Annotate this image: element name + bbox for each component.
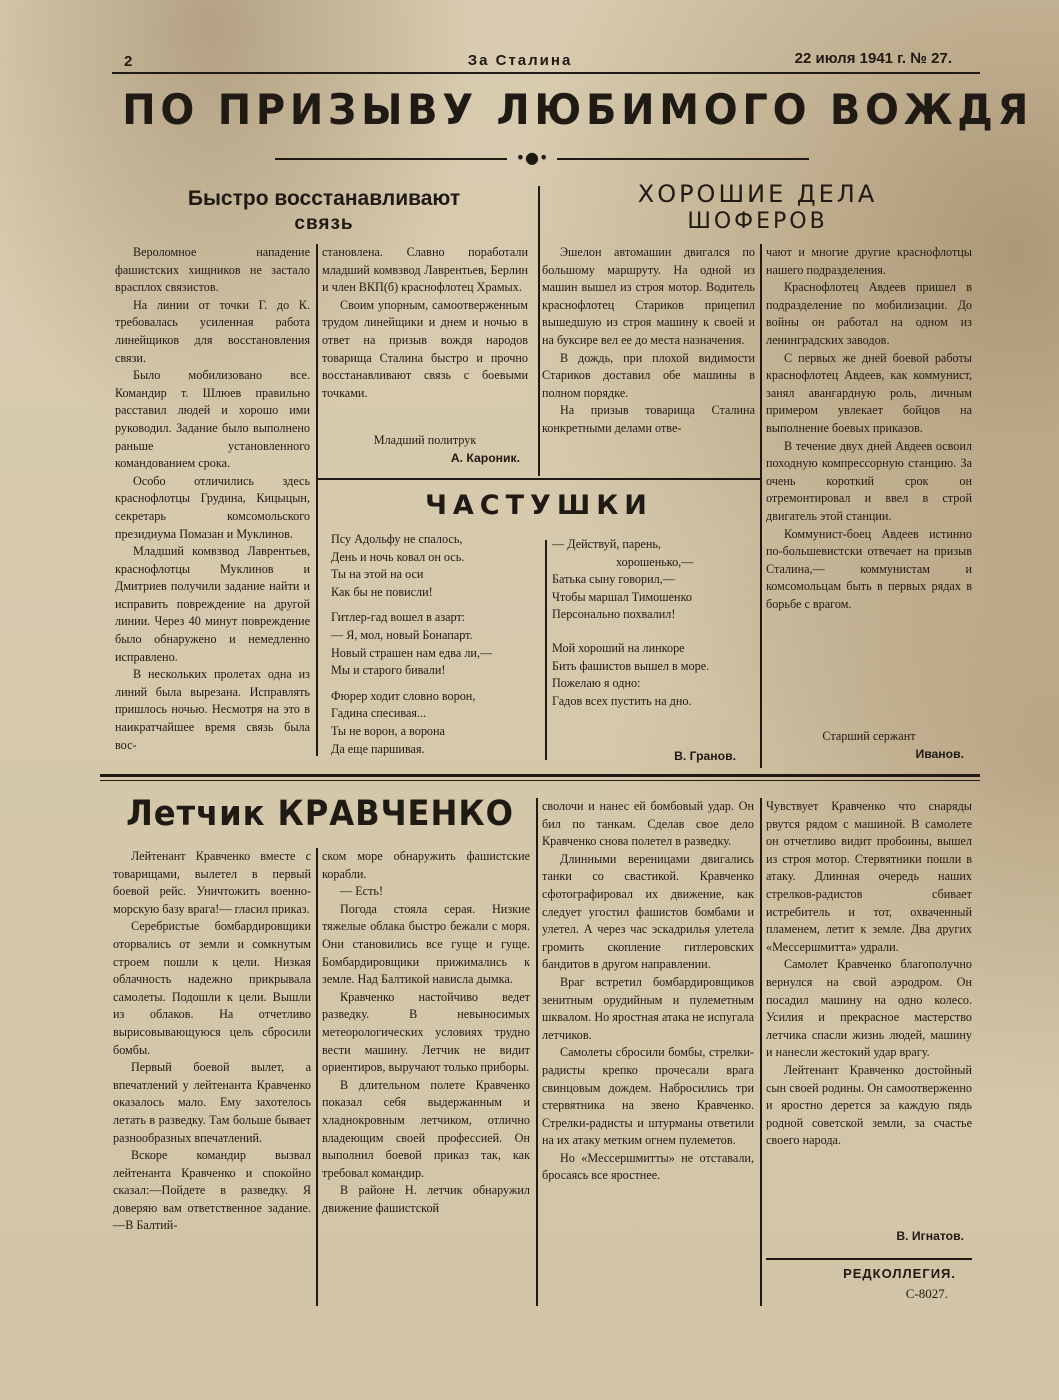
paragraph: Вскоре командир вызвал лейтенанта Кравченко и спокойно сказал:—Пойдете в разведку. Я доверяю вам ответственное задание.—В Балтий- (113, 1148, 311, 1233)
verse-line: Пожелаю я одно: (552, 676, 641, 691)
signature-name: В. Гранов. (674, 749, 736, 763)
paragraph: В длительном полете Кравченко показал себя выдержанным и хладнокровным летчиком, отлично владеющим своей профессией. Он выполнил боевой приказ так, как требовал командир. (322, 1077, 530, 1180)
article3-rule-1 (316, 848, 318, 1306)
verse-line: Ты не ворон, а ворона (331, 723, 445, 738)
signature-role: Старший сержант (822, 729, 916, 743)
article1-title-line2: связь (294, 213, 354, 234)
article3-col3 (542, 798, 754, 1185)
verse-line: Фюрер ходит словно ворон, (331, 688, 476, 703)
article2-col1 (542, 244, 755, 438)
paragraph: Но «Мессершмитты» не отставали, бросаясь все яростнее. (542, 1150, 754, 1183)
chastushki-title: ЧАСТУШКИ (425, 490, 653, 521)
paper-name: За Сталина (467, 52, 573, 69)
verse-line: Новый страшен нам едва ли,— (331, 645, 493, 660)
verse-line: Мы и старого бивали! (331, 663, 446, 678)
section-rule-top (538, 186, 540, 476)
paragraph: Чувствует Кравченко что снаряды рвутся рядом с машиной. В самолете он отчетливо видит пробоины, вышел из строя мотор. Стервятники пошли в атаку. Длинная очередь наших стрелков-радистов сбивает истребитель и тот, охваченный пламенем, летит к земле. Два других «Мессершмитта» удрали. (766, 799, 972, 954)
paragraph: Особо отличились здесь краснофлотцы Грудина, Кицыцын, секретарь комсомольского президиума Помазан и Муклинов. (115, 473, 310, 541)
article2-col2 (766, 244, 972, 613)
signature-name: А. Кароник. (450, 450, 520, 465)
verse-line: День и ночь ковал он ось. (331, 549, 465, 564)
article3-rule-3 (760, 798, 762, 1306)
paragraph: В течение двух дней Авдеев освоил походную компрессорную станцию. За очень короткий срок он отремонтировал и ввел в строй двигатель этой станции. (766, 438, 972, 523)
banner-ornament: •●• (515, 148, 549, 167)
paragraph: Эшелон автомашин двигался по большому маршруту. На одной из машин вышел из строя мотор. Водитель краснофлотец Стариков прицепил вышедшую из строя машину к своей и на буксире вел ее до места назначения. (542, 245, 755, 347)
paragraph: Самолеты сбросили бомбы, стрелки-радисты крепко прочесали врага свинцовым дождем. Набросились три стервятника на звено Кравченко. Стрелки-радисты и штурманы ответили на их атаку метким огнем пулеметов. (542, 1045, 754, 1148)
banner-title: ПО ПРИЗЫВУ ЛЮБИМОГО ВОЖДЯ (122, 85, 1034, 134)
article1-col1 (115, 244, 310, 754)
paragraph: Своим упорным, самоотверженным трудом линейщики и днем и ночью в ответ на призыв вождя народов товарища Сталина быстро и прочно восстанавливают связь с боевыми точками. (322, 297, 528, 400)
article1-title (112, 186, 536, 236)
paragraph: Длинными вереницами двигались танки со свастикой. Кравченко сфотографировал их движение, как следует угостил фашистов бомбами и улетел. А через час эскадрилья улетела громить скопление гитлеровских бандитов в другом направлении. (542, 851, 754, 972)
paragraph: становлена. Славно поработали младший комвзвод Лаврентьев, Берлин и член ВКП(б) краснофлотец Храмых. (322, 245, 528, 295)
editorial-board: РЕДКОЛЛЕГИЯ. (843, 1266, 956, 1281)
stanza (552, 640, 752, 710)
signature-name: В. Игнатов. (896, 1229, 964, 1243)
stanza (331, 688, 541, 758)
verse-line: Чтобы маршал Тимошенко (552, 589, 692, 604)
paragraph: На призыв товарища Сталина конкретными делами отве- (542, 403, 755, 435)
paragraph: сволочи и нанес ей бомбовый удар. Он бил по танкам. Сделав свое дело Кравченко снова полетел в разведку. (542, 799, 754, 849)
article1-title-line1: Быстро восстанавливают (187, 187, 461, 210)
stanza (552, 536, 752, 624)
chastushki-signature (552, 748, 752, 766)
article2-title-line1: ХОРОШИЕ ДЕЛА (637, 180, 878, 208)
article3-rule-2 (536, 798, 538, 1306)
article3-title: Летчик КРАВЧЕНКО (126, 794, 514, 834)
verse-line: Гадов всех пустить на дно. (552, 693, 692, 708)
header-rule (112, 72, 980, 74)
footer-rule (766, 1258, 972, 1260)
paragraph: Было мобилизовано все. Командир т. Шлюев правильно расставил людей и хорошо ими руководил. Задание было выполнено раньше установленного командованием срока. (115, 368, 310, 471)
chastushki-top-rule (318, 478, 760, 480)
paragraph: Враг встретил бомбардировщиков зенитным орудийным и пулеметным шквалом. Но яростная атака не испугала летчиков. (542, 974, 754, 1042)
verse-line: — Я, мол, новый Бонапарт. (331, 627, 473, 642)
verse-line: Персонально похвалил! (552, 607, 676, 622)
paragraph: Лейтенант Кравченко достойный сын своей родины. Он самоотверженно и яростно дерется за каждую пядь родной советской земли, за счастье своего народа. (766, 1062, 972, 1148)
chastushki-right (552, 536, 752, 718)
issue-date: 22 июля 1941 г. № 27. (794, 50, 952, 67)
paragraph: ском море обнаружить фашистские корабли. (322, 849, 530, 881)
paragraph: Краснофлотец Авдеев пришел в подразделение по мобилизации. До войны он работал на одном из ленинградских заводов. (766, 280, 972, 347)
article2-signature (766, 728, 972, 763)
chastushki-left (331, 531, 541, 766)
paragraph: С первых же дней боевой работы краснофлотец Авдеев, как коммунист, занял авангардную роль, личным примером увлекает бойцов на выполнение боевых приказов. (766, 350, 972, 435)
paragraph: Погода стояла серая. Низкие тяжелые облака быстро бежали с моря. Они становились все гуще и гуще. Бомбардировщики прижимались к земле. Над Балтикой нависла дымка. (322, 901, 530, 987)
paragraph: Самолет Кравченко благополучно вернулся на свой аэродром. Он посадил машину на одно колесо. Усилия и прекрасное мастерство летчика спасли жизнь людей, машину и нанесли жестокий удар врагу. (766, 957, 972, 1060)
paragraph: На линии от точки Г. до К. требовалась усиленная работа линейщиков для восстановления связи. (115, 297, 310, 365)
verse-line: — Действуй, парень, (552, 537, 661, 551)
article3-col2 (322, 848, 530, 1217)
divider-rule-thin (100, 780, 980, 781)
article2-title-line2: ШОФЕРОВ (687, 209, 828, 234)
divider-rule-thick (100, 774, 980, 777)
verse-line: Гитлер-гад вошел в азарт: (331, 610, 466, 625)
verse-line: Да еще паршивая. (331, 741, 425, 756)
print-code: С-8027. (905, 1286, 948, 1301)
stanza (331, 609, 541, 679)
verse-line: Мой хороший на линкоре (552, 640, 685, 655)
paragraph: Первый боевой вылет, а впечатлений у лейтенанта Кравченко оказалось мало. Ему захотелось летать в разведку. Там больше бывает разнообразных впечатлений. (113, 1060, 311, 1145)
paragraph: Кравченко настойчиво ведет разведку. В невыносимых метеорологических условиях трудно вести машину. Летчик не видит ориентиров, выручают только приборы. (322, 989, 530, 1075)
banner-rule-left (275, 158, 507, 160)
verse-line: Псу Адольфу не спалось, (331, 532, 463, 546)
paragraph: Коммунист-боец Авдеев истинно по-большевистски отвечает на призыв Сталина,— коммунистам и комсомольцам быть в первых рядах в борьбе с врагом. (766, 526, 972, 611)
paragraph: Лейтенант Кравченко вместе с товарищами, вылетел в первый боевой рейс. Уничтожить военно-морскую базу врага!— гласил приказ. (113, 849, 311, 916)
paragraph: чают и многие другие краснофлотцы нашего подразделения. (766, 245, 972, 277)
paragraph: Серебристые бомбардировщики оторвались от земли и сомкнутым строем пошли к цели. Низкая облачность надежно прикрывала самолеты. Подошли к цели. Вышли из облаков. На отчетливо вырисовывающуюся цель сбросили бомбы. (113, 919, 311, 1057)
verse-line: Гадина спесивая... (331, 706, 427, 721)
article2-column-rule (760, 244, 762, 768)
article1-signature (322, 432, 528, 467)
verse-line: Батька сыну говорил,— (552, 572, 675, 587)
verse-line: хорошенько,— (616, 554, 694, 569)
paragraph: Младший комвзвод Лаврентьев, краснофлотцы Муклинов и Дмитриев получили задание найти и исправить повреждение на другой линии. Через 40 минут повреждение было обнаружено и немедленно исправлено. (115, 544, 310, 664)
paragraph: В районе Н. летчик обнаружил движение фашистской (322, 1183, 530, 1215)
chastushki-column-rule (545, 540, 547, 760)
signature-role: Младший политрук (373, 433, 477, 447)
signature-name: Иванов. (915, 746, 964, 761)
page-number: 2 (124, 53, 133, 70)
article2-title (545, 180, 970, 236)
article3-signature (766, 1228, 972, 1246)
verse-line: Бить фашистов вышел в море. (552, 658, 710, 673)
paragraph: В нескольких пролетах одна из линий была вырезана. Исправлять пришлось ночью. Несмотря на это в наикратчайшее время связь была вос- (115, 667, 310, 752)
verse-line: Ты на этой на оси (331, 567, 424, 582)
article3-col1 (113, 848, 311, 1235)
article1-col2 (322, 244, 528, 402)
banner-rule-right (557, 158, 809, 160)
paragraph: Вероломное нападение фашистских хищников не застало врасплох связистов. (115, 245, 310, 295)
verse-line: Как бы не повисли! (331, 584, 433, 599)
paragraph: В дождь, при плохой видимости Стариков доставил обе машины в полном порядке. (542, 350, 755, 400)
stanza (331, 531, 541, 601)
article3-col4 (766, 798, 972, 1150)
paragraph: — Есть! (340, 884, 384, 899)
